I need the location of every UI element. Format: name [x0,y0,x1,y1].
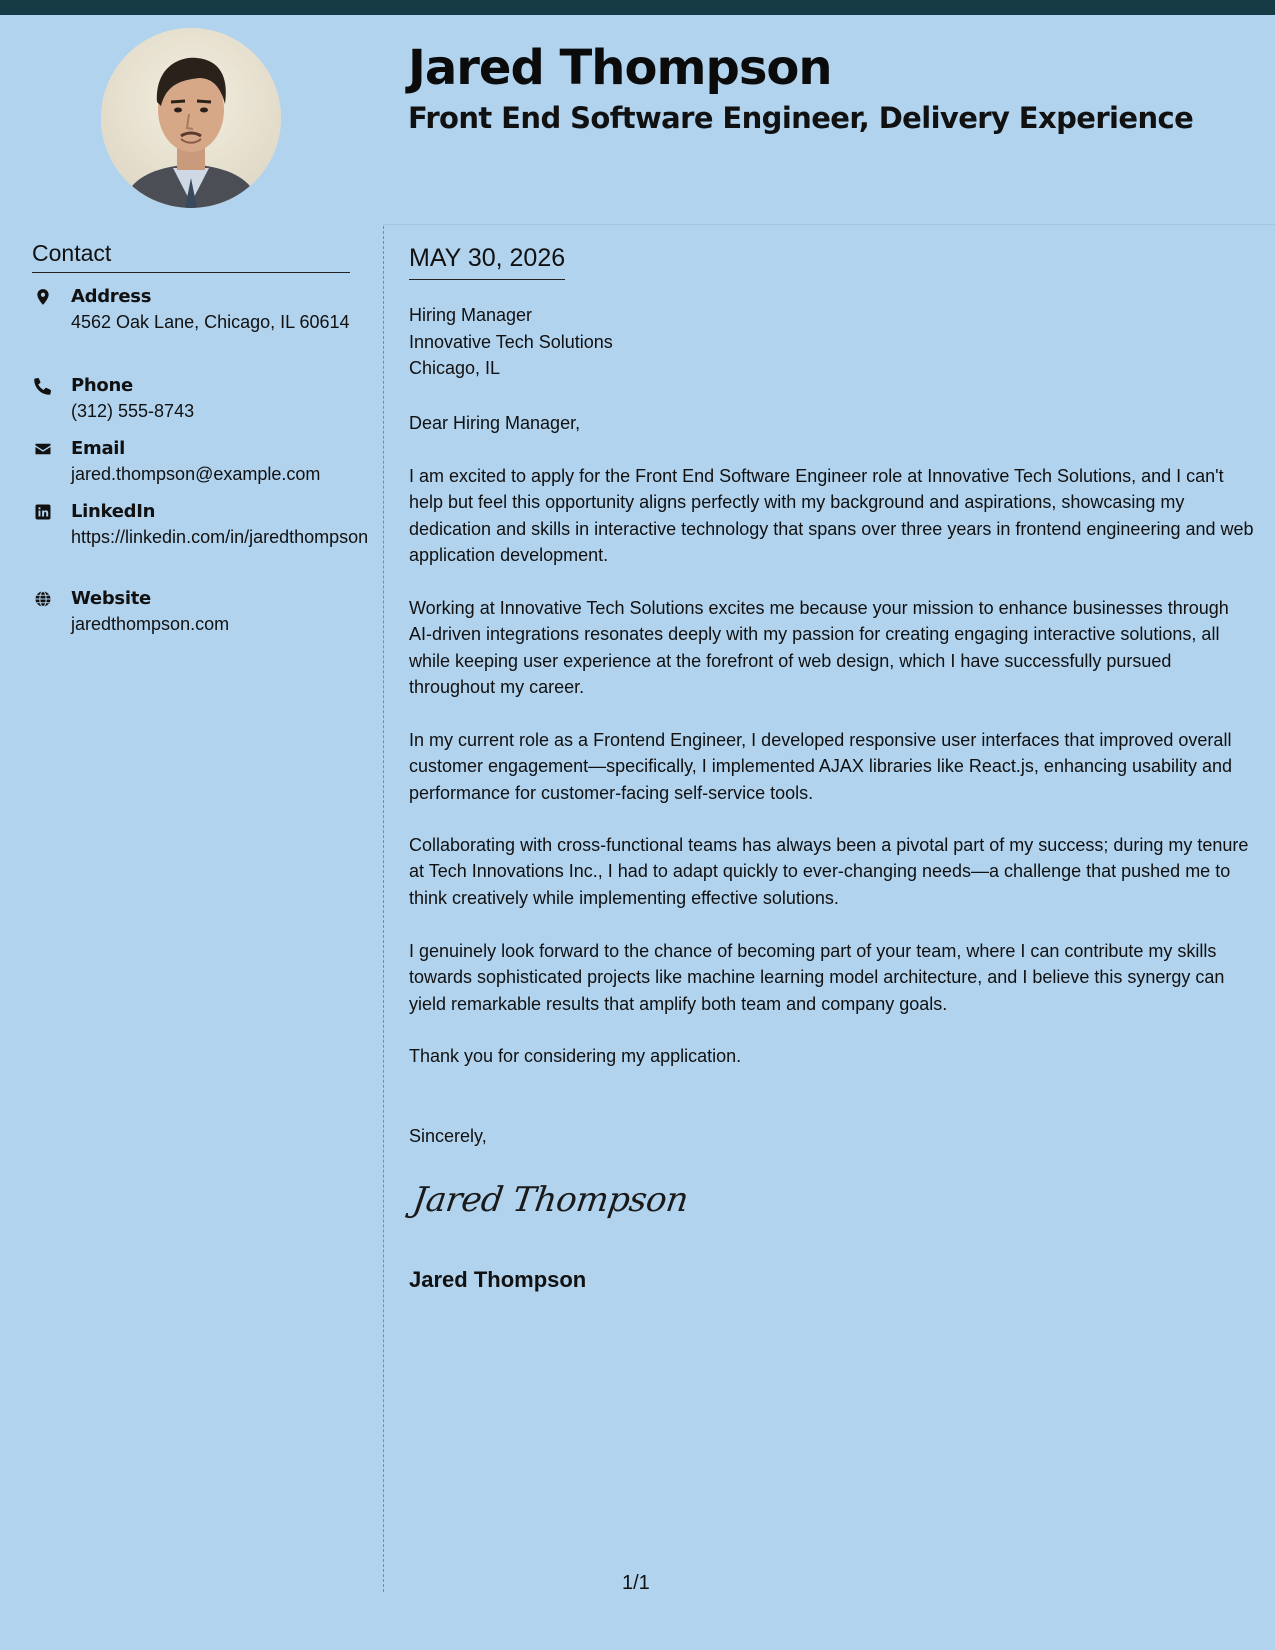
profile-photo [101,28,281,208]
phone-link[interactable]: (312) 555-8743 [71,401,195,421]
recipient-line: Chicago, IL [409,358,501,378]
linkedin-icon [34,503,52,521]
column-divider [383,226,384,1592]
signer-name: Jared Thompson [409,1267,587,1292]
map-pin-icon [34,288,52,306]
contact-label: LinkedIn [71,501,156,522]
letter-date: MAY 30, 2026 [409,243,565,280]
linkedin-link[interactable]: https://linkedin.com/in/jaredthompson [71,527,369,547]
closing: Sincerely, [409,1126,487,1146]
applicant-name: Jared Thompson [408,40,832,96]
contact-label: Phone [71,375,133,396]
body-paragraph: Collaborating with cross-functional teams has always been a pivotal part of my success; during my tenure at Tech Innovations Inc., I had to adapt quickly to ever-changing needs—a challenge that pushed me to think creatively while implementing effective solutions. [409,835,1249,908]
job-title: Front End Software Engineer, Delivery Experience [408,101,1194,135]
body-paragraph: I genuinely look forward to the chance of becoming part of your team, where I can contribute my skills towards sophisticated projects like machine learning model architecture, and I believe this synergy can yield remarkable results that amplify both team and company goals. [409,941,1225,1014]
email-link[interactable]: jared.thompson@example.com [71,464,321,484]
contact-label: Email [71,438,126,459]
contact-heading: Contact [32,240,350,273]
salutation: Dear Hiring Manager, [409,413,581,433]
thanks-line: Thank you for considering my application. [409,1046,742,1066]
globe-icon [34,590,52,608]
recipient-line: Hiring Manager [409,305,533,325]
body-paragraph: In my current role as a Frontend Engineer, I developed responsive user interfaces that improved overall customer engagement—specifically, I implemented AJAX libraries like React.js, enhancing usability and performance for customer-facing self-service tools. [409,730,1233,803]
body-paragraph: I am excited to apply for the Front End Software Engineer role at Innovative Tech Solutions, and I can't help but feel this opportunity aligns perfectly with my background and aspirations, showcasing my dedication and skills in interactive technology that spans over three years in frontend engineering and web application development. [409,466,1254,566]
contact-label: Website [71,588,151,609]
body-paragraph: Working at Innovative Tech Solutions excites me because your mission to enhance businesses through AI-driven integrations resonates deeply with my passion for creating engaging interactive solutions, all while keeping user experience at the forefront of web design, which I have successfully pursued throughout my career. [409,598,1229,698]
recipient-line: Innovative Tech Solutions [409,331,613,352]
recipient-block [409,302,613,382]
contact-value: 4562 Oak Lane, Chicago, IL 60614 [71,312,350,332]
contact-label: Address [71,286,152,307]
envelope-icon [34,440,52,458]
page-number: 1/1 [622,1572,650,1594]
header-divider [383,224,1275,225]
phone-icon [34,377,52,395]
top-accent-bar [0,0,1275,15]
handwritten-signature: Jared Thompson [410,1180,691,1220]
website-link[interactable]: jaredthompson.com [71,614,230,634]
